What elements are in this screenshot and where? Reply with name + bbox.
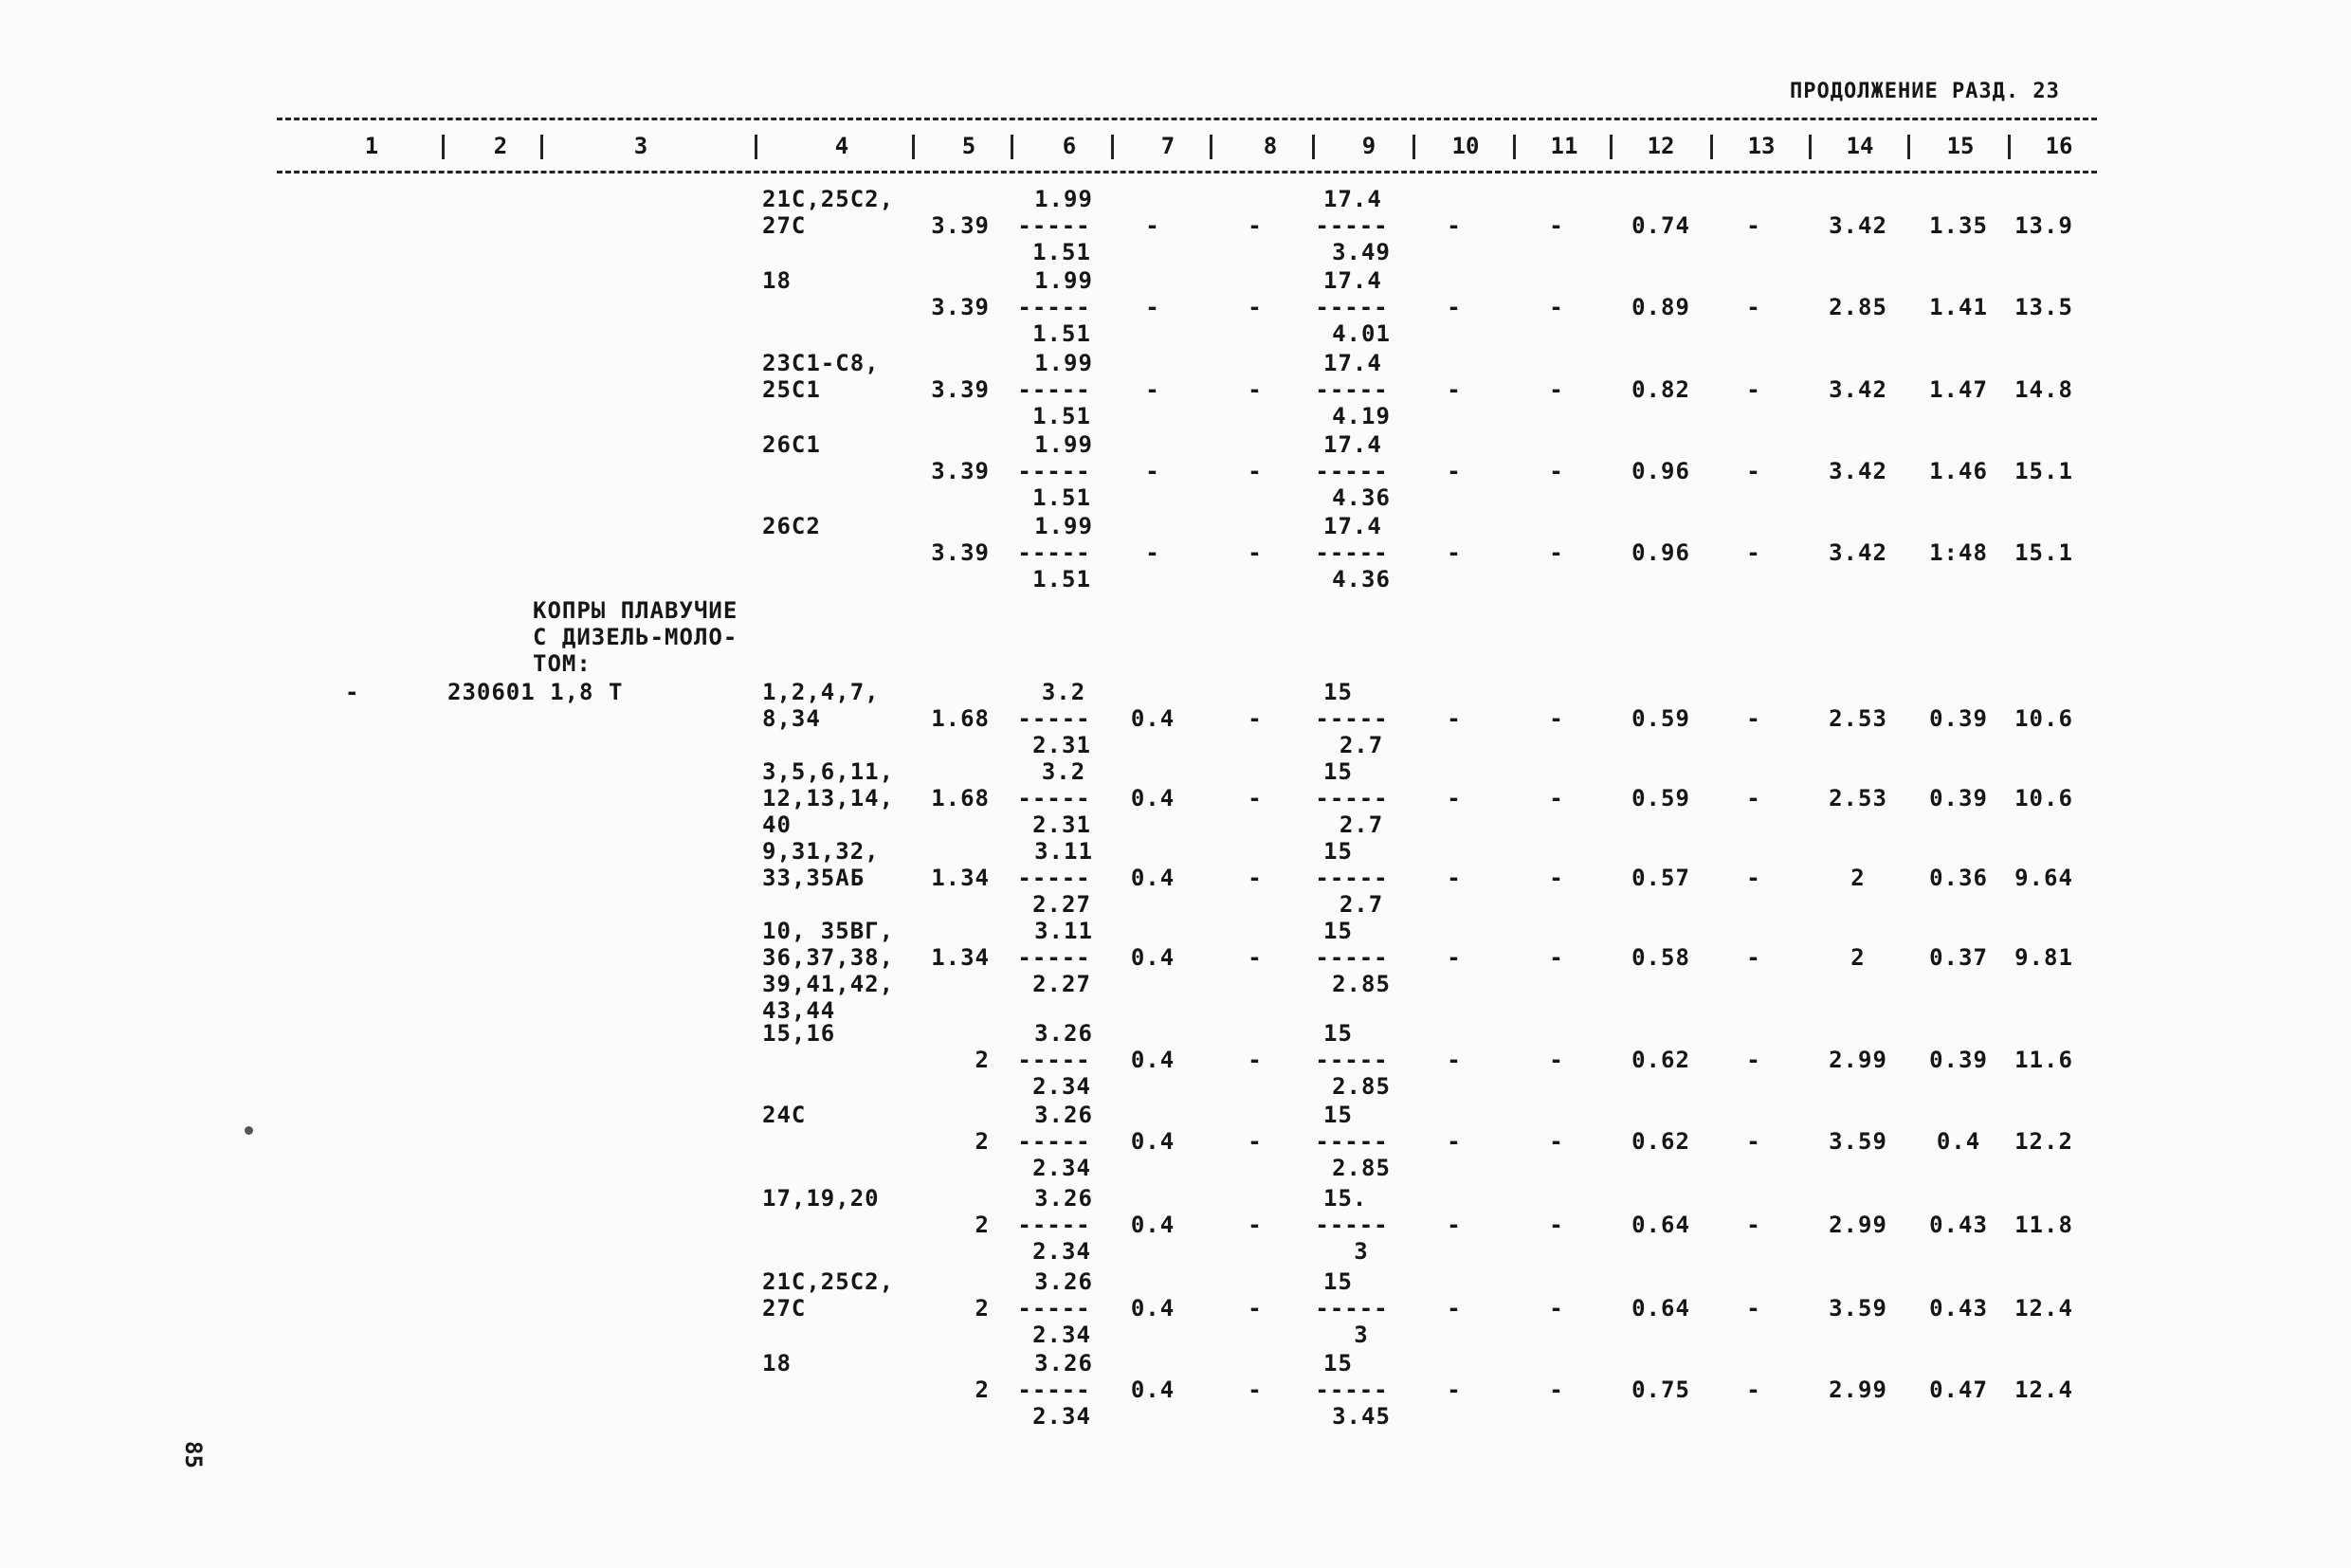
cell-c8: -	[1248, 1047, 1263, 1073]
cell-c5: 1.34	[931, 865, 990, 891]
cell-c15: 0.39	[1929, 1047, 1988, 1073]
col9-numerator: 15	[1323, 918, 1353, 944]
col6-denominator: 1.51	[1032, 403, 1091, 429]
cell-c11: -	[1549, 1128, 1564, 1155]
cell-c14: 2	[1850, 865, 1866, 891]
cell-c15: 0.39	[1929, 785, 1988, 811]
cell-c16: 12.4	[2014, 1295, 2073, 1322]
cell-c11: -	[1549, 539, 1564, 566]
cell-c13: -	[1746, 458, 1761, 484]
cell-c5: 2	[975, 1212, 990, 1238]
cell-c10: -	[1447, 1295, 1462, 1322]
cell-c12: 0.64	[1631, 1212, 1690, 1238]
cell-c14: 2.99	[1829, 1212, 1887, 1238]
row-ident-line: 25С1	[762, 376, 821, 403]
cell-c10: -	[1447, 705, 1462, 732]
col6-numerator: 1.99	[1034, 431, 1093, 458]
col6-numerator: 3.2	[1041, 758, 1086, 785]
cell-c10: -	[1447, 1047, 1462, 1073]
col6-denominator: 2.27	[1032, 971, 1091, 997]
row-ident-line: 3,5,6,11,	[762, 758, 895, 785]
cell-c12: 0.64	[1631, 1295, 1690, 1322]
cell-c15: 1.35	[1929, 212, 1988, 239]
cell-c13: -	[1746, 1047, 1761, 1073]
cell-c11: -	[1549, 865, 1564, 891]
column-separator	[912, 135, 915, 159]
cell-c5: 2	[975, 1128, 990, 1155]
col6-numerator: 3.11	[1034, 838, 1093, 865]
column-header-13: 13	[1747, 133, 1776, 159]
cell-c7: 0.4	[1130, 1047, 1176, 1073]
row-ident-line: 43,44	[762, 997, 836, 1024]
cell-c5: 2	[975, 1377, 990, 1403]
row-ident-line: 9,31,32,	[762, 838, 880, 865]
col6-denominator: 2.31	[1032, 732, 1091, 758]
cell-c10: -	[1447, 212, 1462, 239]
column-header-5: 5	[961, 133, 976, 159]
col6-numerator: 3.26	[1034, 1268, 1093, 1295]
column-header-3: 3	[633, 133, 648, 159]
column-separator	[1907, 135, 1910, 159]
row-ident-line: 10, 35ВГ,	[762, 918, 895, 944]
cell-c13: -	[1746, 1295, 1761, 1322]
cell-c14: 3.42	[1829, 458, 1887, 484]
cell-c8: -	[1248, 944, 1263, 971]
cell-c15: 0.36	[1929, 865, 1988, 891]
cell-c13: -	[1746, 1377, 1761, 1403]
row-ident-line: 1,2,4,7,	[762, 679, 880, 705]
cell-c10: -	[1447, 785, 1462, 811]
col9-denominator: 4.19	[1332, 403, 1391, 429]
cell-c13: -	[1746, 785, 1761, 811]
cell-c16: 10.6	[2014, 785, 2073, 811]
row-ident-line: 33,35АБ	[762, 865, 866, 891]
cell-c12: 0.57	[1631, 865, 1690, 891]
cell-c10: -	[1447, 458, 1462, 484]
cell-c15: 0.43	[1929, 1295, 1988, 1322]
cell-c12: 0.96	[1631, 539, 1690, 566]
cell-c7: -	[1145, 458, 1160, 484]
cell-c7: -	[1145, 212, 1160, 239]
col6-denominator: 2.34	[1032, 1155, 1091, 1181]
col6-denominator: 1.51	[1032, 484, 1091, 511]
cell-c16: 11.8	[2014, 1212, 2073, 1238]
column-header-14: 14	[1846, 133, 1874, 159]
col9-numerator: 15	[1323, 1350, 1353, 1377]
col9-denominator: 3	[1354, 1238, 1369, 1265]
row-ident-line: 21С,25С2,	[762, 1268, 895, 1295]
cell-c13: -	[1746, 944, 1761, 971]
cell-c10: -	[1447, 539, 1462, 566]
cell-c15: 1.41	[1929, 294, 1988, 320]
cell-c5: 2	[975, 1047, 990, 1073]
col6-numerator: 3.26	[1034, 1185, 1093, 1212]
cell-c8: -	[1248, 1377, 1263, 1403]
group-label-line-1: КОПРЫ ПЛАВУЧИЕ	[533, 597, 738, 624]
col6-fraction-bar: -----	[1017, 1047, 1091, 1073]
cell-c15: 0.4	[1936, 1128, 1981, 1155]
column-header-9: 9	[1361, 133, 1376, 159]
cell-c7: 0.4	[1130, 865, 1176, 891]
col6-numerator: 3.26	[1034, 1020, 1093, 1047]
column-separator	[1111, 135, 1114, 159]
cell-c16: 9.81	[2014, 944, 2073, 971]
cell-c11: -	[1549, 1295, 1564, 1322]
col9-numerator: 15	[1323, 1020, 1353, 1047]
cell-c7: -	[1145, 376, 1160, 403]
cell-c12: 0.82	[1631, 376, 1690, 403]
col9-numerator: 17.4	[1323, 267, 1382, 294]
cell-c10: -	[1447, 1128, 1462, 1155]
row-ident-line: 23С1-С8,	[762, 350, 880, 376]
cell-c16: 9.64	[2014, 865, 2073, 891]
group-label-line-2: С ДИЗЕЛЬ-МОЛО-	[533, 624, 738, 650]
cell-c8: -	[1248, 376, 1263, 403]
col9-denominator: 4.36	[1332, 484, 1391, 511]
cell-c7: -	[1145, 294, 1160, 320]
column-separator	[442, 135, 445, 159]
cell-c7: 0.4	[1130, 1377, 1176, 1403]
row-ident-line: 27С	[762, 1295, 807, 1322]
col9-denominator: 2.7	[1339, 891, 1384, 918]
cell-c12: 0.62	[1631, 1128, 1690, 1155]
col6-fraction-bar: -----	[1017, 1128, 1091, 1155]
cell-c11: -	[1549, 944, 1564, 971]
col6-numerator: 3.11	[1034, 918, 1093, 944]
col9-fraction-bar: -----	[1315, 1212, 1389, 1238]
cell-c12: 0.58	[1631, 944, 1690, 971]
col6-denominator: 2.27	[1032, 891, 1091, 918]
col6-denominator: 1.51	[1032, 239, 1091, 265]
col6-denominator: 1.51	[1032, 566, 1091, 593]
col9-fraction-bar: -----	[1315, 1047, 1389, 1073]
col6-numerator: 1.99	[1034, 186, 1093, 212]
row-ident-line: 12,13,14,	[762, 785, 895, 811]
cell-c7: 0.4	[1130, 1212, 1176, 1238]
col9-denominator: 2.85	[1332, 971, 1391, 997]
col6-fraction-bar: -----	[1017, 212, 1091, 239]
cell-c12: 0.89	[1631, 294, 1690, 320]
row-ident-line: 15,16	[762, 1020, 836, 1047]
cell-c12: 0.75	[1631, 1377, 1690, 1403]
col9-fraction-bar: -----	[1315, 785, 1389, 811]
row-ident-line: 40	[762, 811, 792, 838]
cell-c15: 0.39	[1929, 705, 1988, 732]
column-header-11: 11	[1550, 133, 1578, 159]
cell-c10: -	[1447, 1212, 1462, 1238]
cell-c5: 2	[975, 1295, 990, 1322]
cell-c7: 0.4	[1130, 944, 1176, 971]
cell-c14: 2	[1850, 944, 1866, 971]
cell-c13: -	[1746, 539, 1761, 566]
cell-c16: 13.9	[2014, 212, 2073, 239]
col6-numerator: 1.99	[1034, 350, 1093, 376]
column-header-15: 15	[1946, 133, 1975, 159]
cell-c13: -	[1746, 705, 1761, 732]
cell-c14: 3.42	[1829, 539, 1887, 566]
col6-numerator: 3.26	[1034, 1102, 1093, 1128]
col9-fraction-bar: -----	[1315, 212, 1389, 239]
col9-numerator: 17.4	[1323, 186, 1382, 212]
col6-numerator: 3.26	[1034, 1350, 1093, 1377]
scan-speck	[245, 1126, 253, 1135]
cell-c5: 1.34	[931, 944, 990, 971]
cell-c14: 2.85	[1829, 294, 1887, 320]
header-bottom-rule	[277, 171, 2097, 173]
group-col1-dash: -	[345, 679, 360, 705]
col9-fraction-bar: -----	[1315, 458, 1389, 484]
cell-c14: 3.42	[1829, 212, 1887, 239]
column-separator	[2008, 135, 2011, 159]
cell-c12: 0.62	[1631, 1047, 1690, 1073]
cell-c11: -	[1549, 376, 1564, 403]
col9-fraction-bar: -----	[1315, 1377, 1389, 1403]
column-separator	[1610, 135, 1613, 159]
row-ident-line: 27С	[762, 212, 807, 239]
cell-c12: 0.59	[1631, 705, 1690, 732]
col9-fraction-bar: -----	[1315, 376, 1389, 403]
column-header-7: 7	[1160, 133, 1176, 159]
cell-c12: 0.74	[1631, 212, 1690, 239]
col6-denominator: 2.34	[1032, 1322, 1091, 1348]
cell-c7: 0.4	[1130, 1295, 1176, 1322]
cell-c16: 12.4	[2014, 1377, 2073, 1403]
cell-c5: 1.68	[931, 785, 990, 811]
cell-c14: 2.99	[1829, 1047, 1887, 1073]
col9-fraction-bar: -----	[1315, 944, 1389, 971]
column-header-10: 10	[1451, 133, 1480, 159]
col9-numerator: 15.	[1323, 1185, 1368, 1212]
col9-fraction-bar: -----	[1315, 705, 1389, 732]
row-ident-line: 24С	[762, 1102, 807, 1128]
cell-c11: -	[1549, 1047, 1564, 1073]
cell-c8: -	[1248, 705, 1263, 732]
col6-fraction-bar: -----	[1017, 944, 1091, 971]
col9-denominator: 2.85	[1332, 1073, 1391, 1100]
row-ident-line: 36,37,38,	[762, 944, 895, 971]
cell-c8: -	[1248, 1212, 1263, 1238]
cell-c15: 0.37	[1929, 944, 1988, 971]
row-ident-line: 17,19,20	[762, 1185, 880, 1212]
column-separator	[1412, 135, 1415, 159]
row-ident-line: 21С,25С2,	[762, 186, 895, 212]
col9-fraction-bar: -----	[1315, 1128, 1389, 1155]
col6-fraction-bar: -----	[1017, 376, 1091, 403]
cell-c5: 3.39	[931, 458, 990, 484]
col9-numerator: 17.4	[1323, 350, 1382, 376]
row-ident-line: 18	[762, 1350, 792, 1377]
col6-numerator: 1.99	[1034, 513, 1093, 539]
column-separator	[1809, 135, 1812, 159]
cell-c16: 15.1	[2014, 539, 2073, 566]
cell-c15: 1:48	[1929, 539, 1988, 566]
column-separator	[1011, 135, 1013, 159]
row-ident-line: 8,34	[762, 705, 821, 732]
cell-c10: -	[1447, 376, 1462, 403]
col6-denominator: 2.34	[1032, 1238, 1091, 1265]
col6-denominator: 2.31	[1032, 811, 1091, 838]
col9-fraction-bar: -----	[1315, 1295, 1389, 1322]
col9-numerator: 15	[1323, 838, 1353, 865]
cell-c5: 1.68	[931, 705, 990, 732]
col6-numerator: 1.99	[1034, 267, 1093, 294]
col6-numerator: 3.2	[1041, 679, 1086, 705]
cell-c8: -	[1248, 294, 1263, 320]
cell-c5: 3.39	[931, 539, 990, 566]
cell-c13: -	[1746, 1212, 1761, 1238]
col9-denominator: 3.49	[1332, 239, 1391, 265]
col6-fraction-bar: -----	[1017, 539, 1091, 566]
cell-c5: 3.39	[931, 376, 990, 403]
cell-c15: 1.47	[1929, 376, 1988, 403]
cell-c13: -	[1746, 865, 1761, 891]
cell-c14: 2.99	[1829, 1377, 1887, 1403]
cell-c5: 3.39	[931, 294, 990, 320]
col6-fraction-bar: -----	[1017, 785, 1091, 811]
cell-c14: 2.53	[1829, 705, 1887, 732]
cell-c13: -	[1746, 376, 1761, 403]
cell-c12: 0.59	[1631, 785, 1690, 811]
cell-c16: 12.2	[2014, 1128, 2073, 1155]
cell-c16: 15.1	[2014, 458, 2073, 484]
column-header-12: 12	[1647, 133, 1675, 159]
col9-denominator: 2.7	[1339, 811, 1384, 838]
column-header-6: 6	[1062, 133, 1077, 159]
column-header-16: 16	[2045, 133, 2073, 159]
cell-c8: -	[1248, 1295, 1263, 1322]
cell-c11: -	[1549, 1212, 1564, 1238]
cell-c10: -	[1447, 865, 1462, 891]
header-top-rule	[277, 118, 2097, 120]
cell-c15: 1.46	[1929, 458, 1988, 484]
col9-numerator: 15	[1323, 1102, 1353, 1128]
column-separator	[1312, 135, 1315, 159]
cell-c16: 14.8	[2014, 376, 2073, 403]
col6-fraction-bar: -----	[1017, 705, 1091, 732]
cell-c14: 3.42	[1829, 376, 1887, 403]
cell-c10: -	[1447, 294, 1462, 320]
page-number: 85	[180, 1441, 207, 1468]
col6-denominator: 1.51	[1032, 320, 1091, 347]
cell-c14: 2.53	[1829, 785, 1887, 811]
col9-denominator: 3	[1354, 1322, 1369, 1348]
column-header-1: 1	[364, 133, 379, 159]
column-separator	[1710, 135, 1713, 159]
row-ident-line: 26С2	[762, 513, 821, 539]
cell-c5: 3.39	[931, 212, 990, 239]
cell-c11: -	[1549, 785, 1564, 811]
column-separator	[1513, 135, 1516, 159]
continuation-header: ПРОДОЛЖЕНИЕ РАЗД. 23	[1790, 80, 2060, 103]
col9-fraction-bar: -----	[1315, 294, 1389, 320]
col9-numerator: 15	[1323, 758, 1353, 785]
column-separator	[755, 135, 757, 159]
col9-fraction-bar: -----	[1315, 539, 1389, 566]
column-header-4: 4	[834, 133, 849, 159]
col6-fraction-bar: -----	[1017, 1377, 1091, 1403]
cell-c16: 10.6	[2014, 705, 2073, 732]
col6-fraction-bar: -----	[1017, 458, 1091, 484]
cell-c16: 13.5	[2014, 294, 2073, 320]
cell-c13: -	[1746, 212, 1761, 239]
col6-fraction-bar: -----	[1017, 1212, 1091, 1238]
col6-denominator: 2.34	[1032, 1073, 1091, 1100]
group-code: 230601 1,8 Т	[447, 679, 624, 705]
cell-c8: -	[1248, 212, 1263, 239]
cell-c10: -	[1447, 944, 1462, 971]
cell-c7: 0.4	[1130, 1128, 1176, 1155]
cell-c8: -	[1248, 539, 1263, 566]
cell-c7: 0.4	[1130, 705, 1176, 732]
col6-fraction-bar: -----	[1017, 1295, 1091, 1322]
cell-c14: 3.59	[1829, 1295, 1887, 1322]
col9-numerator: 15	[1323, 1268, 1353, 1295]
col9-numerator: 15	[1323, 679, 1353, 705]
cell-c12: 0.96	[1631, 458, 1690, 484]
cell-c14: 3.59	[1829, 1128, 1887, 1155]
col9-numerator: 17.4	[1323, 431, 1382, 458]
cell-c16: 11.6	[2014, 1047, 2073, 1073]
column-separator	[1210, 135, 1212, 159]
col9-denominator: 3.45	[1332, 1403, 1391, 1430]
cell-c7: -	[1145, 539, 1160, 566]
col6-denominator: 2.34	[1032, 1403, 1091, 1430]
col9-denominator: 4.36	[1332, 566, 1391, 593]
cell-c8: -	[1248, 1128, 1263, 1155]
cell-c11: -	[1549, 294, 1564, 320]
cell-c11: -	[1549, 705, 1564, 732]
col9-fraction-bar: -----	[1315, 865, 1389, 891]
cell-c15: 0.43	[1929, 1212, 1988, 1238]
cell-c13: -	[1746, 294, 1761, 320]
col6-fraction-bar: -----	[1017, 865, 1091, 891]
column-separator	[540, 135, 543, 159]
cell-c11: -	[1549, 1377, 1564, 1403]
col6-fraction-bar: -----	[1017, 294, 1091, 320]
cell-c11: -	[1549, 458, 1564, 484]
col9-denominator: 2.7	[1339, 732, 1384, 758]
row-ident-line: 26С1	[762, 431, 821, 458]
cell-c13: -	[1746, 1128, 1761, 1155]
column-header-2: 2	[493, 133, 508, 159]
col9-denominator: 4.01	[1332, 320, 1391, 347]
column-header-8: 8	[1263, 133, 1278, 159]
row-ident-line: 39,41,42,	[762, 971, 895, 997]
row-ident-line: 18	[762, 267, 792, 294]
col9-denominator: 2.85	[1332, 1155, 1391, 1181]
cell-c10: -	[1447, 1377, 1462, 1403]
cell-c8: -	[1248, 785, 1263, 811]
cell-c11: -	[1549, 212, 1564, 239]
cell-c8: -	[1248, 458, 1263, 484]
col9-numerator: 17.4	[1323, 513, 1382, 539]
cell-c8: -	[1248, 865, 1263, 891]
cell-c15: 0.47	[1929, 1377, 1988, 1403]
cell-c7: 0.4	[1130, 785, 1176, 811]
group-label-line-3: ТОМ:	[533, 650, 592, 677]
